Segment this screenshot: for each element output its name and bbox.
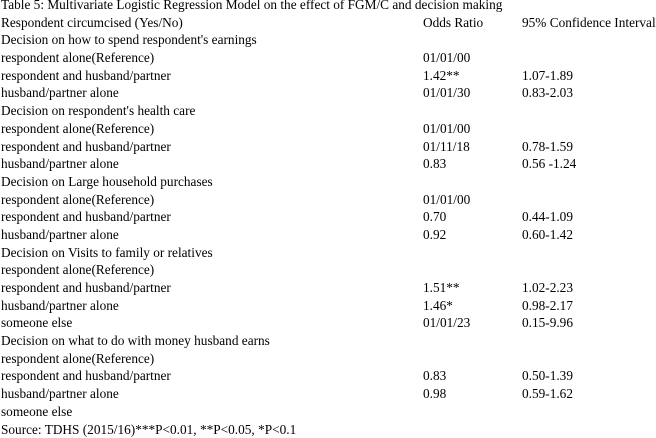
row-label: husband/partner alone — [1, 155, 119, 173]
source-note-line — [0, 421, 608, 438]
row-label: respondent and husband/partner — [1, 279, 171, 297]
section-heading: Decision on Visits to family or relatives — [1, 244, 213, 262]
table-row — [0, 297, 608, 315]
table-body — [0, 31, 608, 420]
source-note: Source: TDHS (2015/16)***P<0.01, **P<0.05, *P<0.1 — [1, 421, 296, 438]
row-label: respondent and husband/partner — [1, 138, 171, 156]
odds-ratio-cell: 0.98 — [423, 385, 446, 403]
section-heading-row — [0, 332, 608, 350]
row-label: someone else — [1, 403, 72, 421]
row-label: respondent alone(Reference) — [1, 49, 154, 67]
table-row — [0, 67, 608, 85]
table-row — [0, 120, 608, 138]
row-label: respondent alone(Reference) — [1, 120, 154, 138]
section-heading-row — [0, 173, 608, 191]
row-label: respondent and husband/partner — [1, 67, 171, 85]
table-title-line — [0, 0, 608, 14]
section-heading: Decision on Large household purchases — [1, 173, 213, 191]
row-label: respondent alone(Reference) — [1, 350, 154, 368]
confidence-interval-cell: 1.07-1.89 — [522, 67, 573, 85]
odds-ratio-cell: 01/01/00 — [423, 49, 470, 67]
table-row — [0, 403, 608, 421]
odds-ratio-cell: 1.46* — [423, 297, 453, 315]
table-row — [0, 279, 608, 297]
table-row — [0, 350, 608, 368]
header-variable: Respondent circumcised (Yes/No) — [1, 14, 183, 32]
confidence-interval-cell: 0.44-1.09 — [522, 208, 573, 226]
header-confidence-interval: 95% Confidence Interval — [522, 14, 656, 32]
table-row — [0, 155, 608, 173]
confidence-interval-cell: 0.15-9.96 — [522, 314, 573, 332]
confidence-interval-cell: 0.78-1.59 — [522, 138, 573, 156]
table-title: Table 5: Multivariate Logistic Regression Model on the effect of FGM/C and decision making — [1, 0, 502, 14]
section-heading-row — [0, 31, 608, 49]
table-row — [0, 226, 608, 244]
row-label: husband/partner alone — [1, 297, 119, 315]
confidence-interval-cell: 0.98-2.17 — [522, 297, 573, 315]
odds-ratio-cell: 01/01/00 — [423, 191, 470, 209]
odds-ratio-cell: 01/01/30 — [423, 84, 470, 102]
table-row — [0, 49, 608, 67]
odds-ratio-cell: 0.92 — [423, 226, 446, 244]
odds-ratio-cell: 1.51** — [423, 279, 460, 297]
odds-ratio-cell: 0.70 — [423, 208, 446, 226]
odds-ratio-cell: 0.83 — [423, 155, 446, 173]
row-label: someone else — [1, 314, 72, 332]
section-heading: Decision on how to spend respondent's earnings — [1, 31, 257, 49]
odds-ratio-cell: 01/01/23 — [423, 314, 470, 332]
confidence-interval-cell: 0.59-1.62 — [522, 385, 573, 403]
odds-ratio-cell: 01/11/18 — [423, 138, 470, 156]
header-odds-ratio: Odds Ratio — [423, 14, 483, 32]
row-label: husband/partner alone — [1, 226, 119, 244]
section-heading: Decision on what to do with money husband earns — [1, 332, 270, 350]
table-header-row — [0, 14, 608, 32]
odds-ratio-cell: 1.42** — [423, 67, 460, 85]
table-row — [0, 367, 608, 385]
section-heading-row — [0, 244, 608, 262]
section-heading: Decision on respondent's health care — [1, 102, 195, 120]
row-label: husband/partner alone — [1, 385, 119, 403]
row-label: respondent and husband/partner — [1, 208, 171, 226]
section-heading-row — [0, 102, 608, 120]
confidence-interval-cell: 0.83-2.03 — [522, 84, 573, 102]
table-row — [0, 191, 608, 209]
table-row — [0, 261, 608, 279]
odds-ratio-cell: 01/01/00 — [423, 120, 470, 138]
row-label: respondent alone(Reference) — [1, 261, 154, 279]
confidence-interval-cell: 0.60-1.42 — [522, 226, 573, 244]
table-row — [0, 314, 608, 332]
table-row — [0, 84, 608, 102]
confidence-interval-cell: 0.50-1.39 — [522, 367, 573, 385]
table-row — [0, 385, 608, 403]
table-row — [0, 208, 608, 226]
confidence-interval-cell: 0.56 -1.24 — [522, 155, 576, 173]
table-row — [0, 138, 608, 156]
row-label: respondent alone(Reference) — [1, 191, 154, 209]
row-label: husband/partner alone — [1, 84, 119, 102]
row-label: respondent and husband/partner — [1, 367, 171, 385]
confidence-interval-cell: 1.02-2.23 — [522, 279, 573, 297]
odds-ratio-cell: 0.83 — [423, 367, 446, 385]
